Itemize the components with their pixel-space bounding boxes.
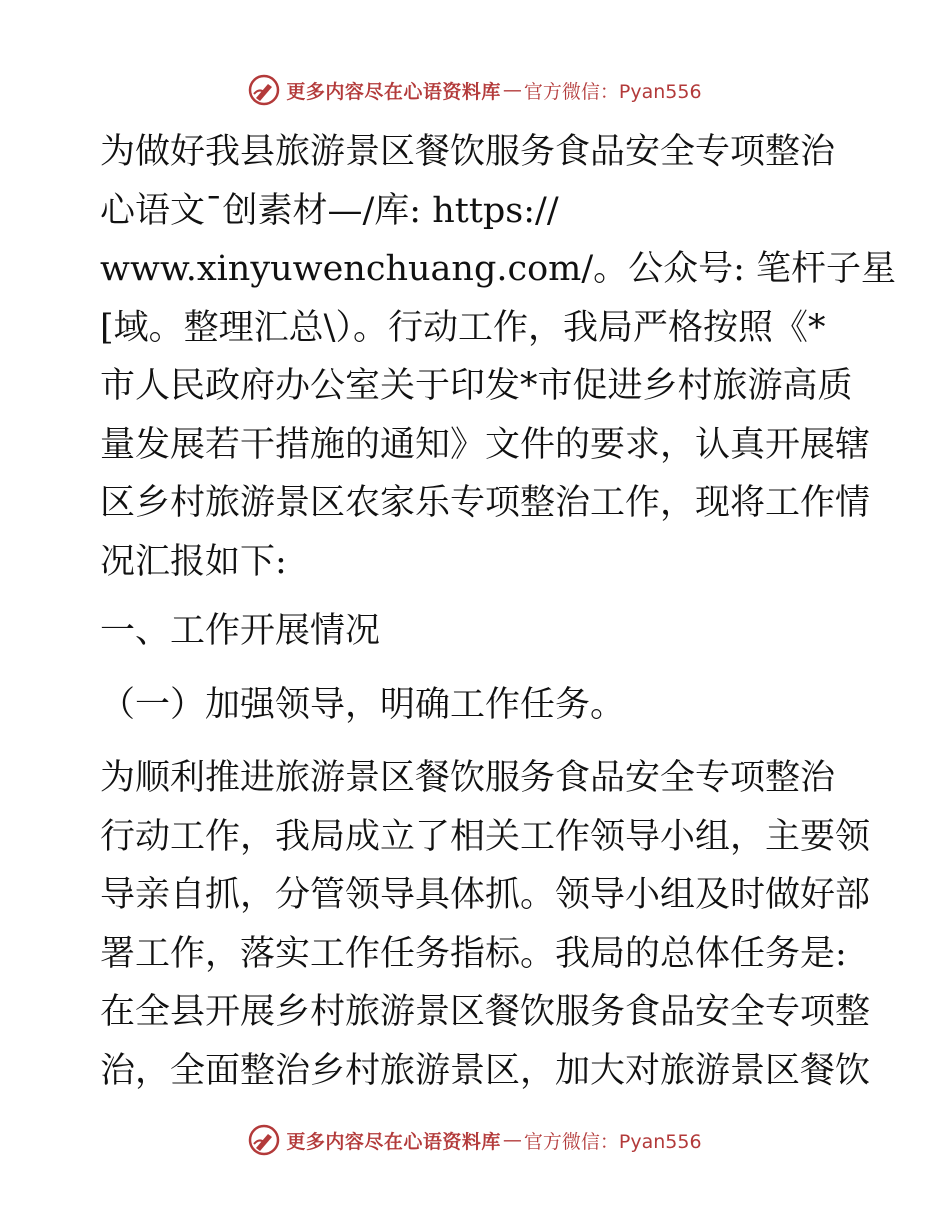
- footer-separator: —: [502, 1129, 522, 1151]
- document-body: [100, 123, 897, 1100]
- pen-logo-icon: [248, 74, 280, 106]
- text-line: 署工作，落实工作任务指标。我局的总体任务是:: [100, 933, 847, 974]
- text-line: 况汇报如下:: [100, 541, 287, 582]
- header-brand-text: 更多内容尽在心语资料库: [286, 80, 501, 103]
- pen-logo-icon: [248, 1124, 280, 1156]
- text-line: 区乡村旅游景区农家乐专项整治工作，现将工作情: [100, 483, 871, 523]
- text-line: 在全县开展乡村旅游景区餐饮服务食品安全专项整: [100, 992, 871, 1032]
- footer-wechat-text: 官方微信：Pyan556: [523, 1130, 702, 1153]
- section-heading: 一、工作开展情况: [100, 611, 381, 651]
- paragraph-leadership: [100, 749, 871, 1100]
- paragraph-intro: [100, 123, 897, 591]
- header-separator: —: [502, 79, 522, 101]
- header-banner: [0, 70, 950, 110]
- footer-banner: [0, 1120, 950, 1160]
- text-line: 为做好我县旅游景区餐饮服务食品安全专项整治: [100, 132, 836, 172]
- subsection-heading: （一）加强领导，明确工作任务。: [100, 684, 626, 725]
- text-line: 行动工作，我局成立了相关工作领导小组，主要领: [100, 816, 871, 857]
- text-line: 治，全面整治乡村旅游景区，加大对旅游景区餐饮: [100, 1050, 871, 1091]
- text-line: 导亲自抓，分管领导具体抓。领导小组及时做好部: [100, 875, 871, 915]
- footer-brand-text: 更多内容尽在心语资料库: [286, 1130, 501, 1153]
- text-line: 量发展若干措施的通知》文件的要求，认真开展辖: [100, 424, 871, 465]
- text-line: 为顺利推进旅游景区餐饮服务食品安全专项整治: [100, 758, 836, 798]
- text-line: www.xinyuwenchuang.com/。公众号: 笔杆子星: [100, 249, 897, 289]
- text-line: 市人民政府办公室关于印发*市促进乡村旅游高质: [100, 366, 853, 406]
- text-line: [域。整理汇总\）。行动工作，我局严格按照《*: [100, 307, 826, 348]
- text-line: 心语文¯创素材—/库: https://: [100, 190, 559, 231]
- header-wechat-text: 官方微信：Pyan556: [523, 80, 702, 103]
